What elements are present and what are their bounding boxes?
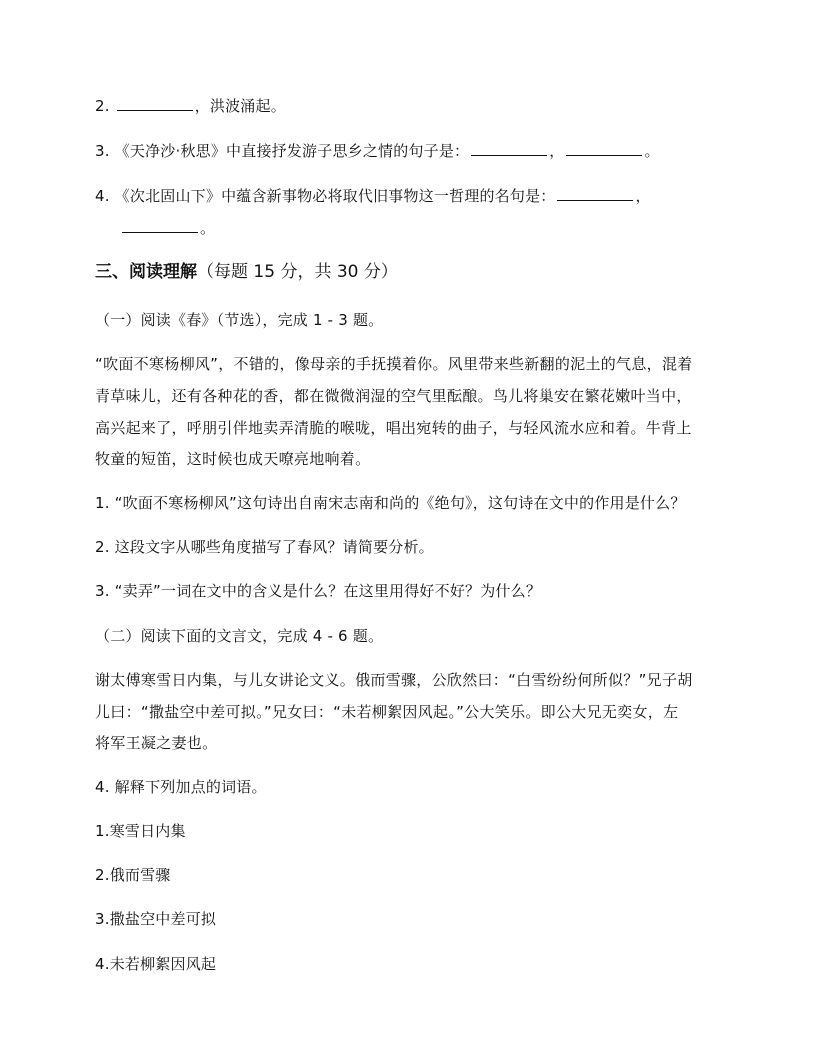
fill-in-question-3 <box>95 141 725 161</box>
question-text: ，洪波涌起。 <box>194 97 286 115</box>
separator: ， <box>549 142 565 160</box>
reading-question-3: 3. “卖弄”一词在文中的含义是什么？在这里用得好不好？为什么？ <box>95 582 542 600</box>
part-2-heading: （二）阅读下面的文言文，完成 4 - 6 题。 <box>95 627 384 645</box>
fill-in-question-2 <box>95 96 725 116</box>
section-title-score: （每题 15 分，共 30 分） <box>197 262 398 282</box>
vocabulary-item: 1.寒雪日内集 <box>95 822 186 840</box>
vocabulary-item: 3.撒盐空中差可拟 <box>95 910 217 928</box>
passage-line: 儿曰：“撒盐空中差可拟。”兄女曰：“未若柳絮因风起。”公大笑乐。即公大兄无奕女，左 <box>95 703 679 721</box>
reading-question-1: 1. “吹面不寒杨柳风”这句诗出自南宋志南和尚的《绝句》，这句诗在文中的作用是什么？ <box>95 494 686 512</box>
fill-in-question-4 <box>95 186 725 206</box>
answer-blank[interactable] <box>117 96 193 111</box>
question-end: 。 <box>644 142 660 160</box>
passage-line: 青草味儿，还有各种花的香，都在微微润湿的空气里酝酿。鸟儿将巢安在繁花嫩叶当中， <box>95 387 692 405</box>
part-1-heading: （一）阅读《春》（节选），完成 1 - 3 题。 <box>95 311 384 329</box>
reading-question-4: 4. 解释下列加点的词语。 <box>95 778 267 796</box>
section-title <box>95 261 398 283</box>
answer-blank[interactable] <box>566 141 642 156</box>
question-text: 3. 《天净沙·秋思》中直接抒发游子思乡之情的句子是： <box>95 142 470 160</box>
question-number: 2. <box>95 97 115 115</box>
reading-question-2: 2. 这段文字从哪些角度描写了春风？请简要分析。 <box>95 538 434 556</box>
question-end: 。 <box>200 219 216 237</box>
section-title-main: 三、阅读理解 <box>95 262 197 282</box>
vocabulary-item: 4.未若柳絮因风起 <box>95 955 217 973</box>
answer-blank[interactable] <box>557 186 633 201</box>
question-text: 4. 《次北固山下》中蕴含新事物必将取代旧事物这一哲理的名句是： <box>95 187 556 205</box>
separator: ， <box>635 187 651 205</box>
passage-line: “吹面不寒杨柳风”，不错的，像母亲的手抚摸着你。风里带来些新翻的泥土的气息，混着 <box>95 355 693 373</box>
vocabulary-item: 2.俄而雪骤 <box>95 866 171 884</box>
passage-line: 牧童的短笛，这时候也成天嘹亮地响着。 <box>95 450 371 468</box>
passage-line: 高兴起来了，呼朋引伴地卖弄清脆的喉咙，唱出宛转的曲子，与轻风流水应和着。牛背上 <box>95 419 692 437</box>
answer-blank[interactable] <box>471 141 547 156</box>
answer-blank[interactable] <box>122 218 198 233</box>
passage-line: 谢太傅寒雪日内集，与儿女讲论文义。俄而雪骤，公欣然曰：“白雪纷纷何所似？”兄子胡 <box>95 671 693 689</box>
passage-line: 将军王凝之妻也。 <box>95 734 218 752</box>
fill-in-question-4-continued <box>120 218 750 238</box>
